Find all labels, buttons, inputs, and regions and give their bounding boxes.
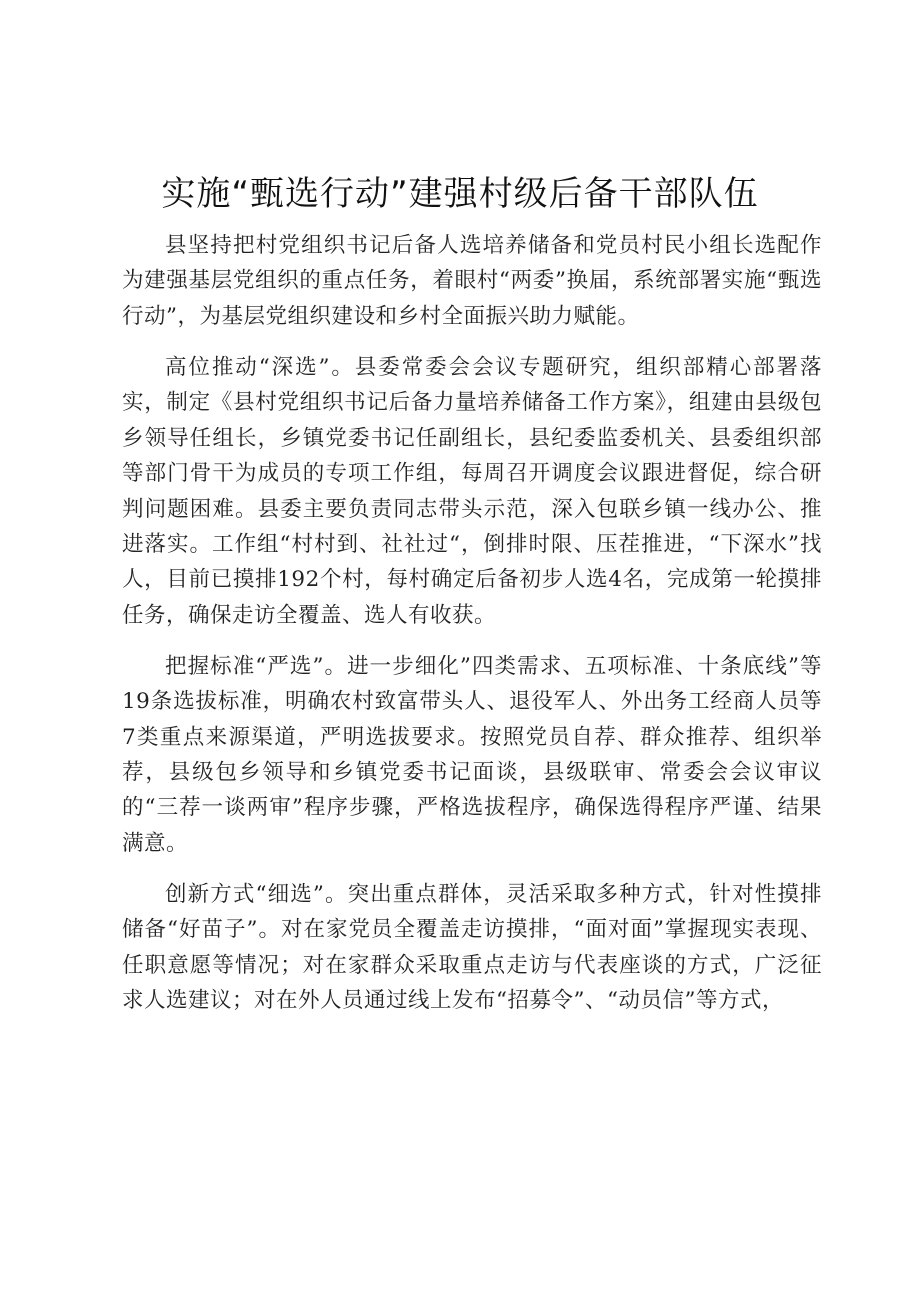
- paragraph-strict-selection: 把握标准“严选”。进一步细化”四类需求、五项标准、十条底线”等19条选拔标准，明确农村致富带头人、退役军人、外出务工经商人员等7类重点来源渠道，严明选拔要求。按照党员自荐、群众推荐、组织举荐，县级包乡领导和乡镇党委书记面谈，县级联审、常委会会议审议的“三荐一谈两审”程序步骤，严格选拔程序，确保选得程序严谨、结果满意。: [122, 653, 822, 856]
- document-title: 实施“甄选行动”建强村级后备干部队伍: [161, 174, 759, 214]
- paragraph-deep-selection: 高位推动“深选”。县委常委会会议专题研究，组织部精心部署落实，制定《县村党组织书记后备力量培养储备工作方案》，组建由县级包乡领导任组长，乡镇党委书记任副组长，县纪委监委机关、县委组织部等部门骨干为成员的专项工作组，每周召开调度会议跟进督促，综合研判问题困难。县委主要负责同志带头示范，深入包联乡镇一线办公、推进落实。工作组“村村到、社社过“，倒排时限、压茬推进，“下深水”找人，目前已摸排192个村，每村确定后备初步人选4名，完成第一轮摸排任务，确保走访全覆盖、选人有收获。: [122, 354, 822, 628]
- paragraph-intro: 县坚持把村党组织书记后备人选培养储备和党员村民小组长选配作为建强基层党组织的重点任务，着眼村“两委”换届，系统部署实施“甄选行动”，为基层党组织建设和乡村全面振兴助力赋能。: [122, 233, 822, 329]
- document-body: [122, 228, 822, 1034]
- paragraph-careful-selection: 创新方式“细选”。突出重点群体，灵活采取多种方式，针对性摸排储备“好苗子”。对在家党员全覆盖走访摸排，“面对面”掌握现实表现、任职意愿等情况；对在家群众采取重点走访与代表座谈的方式，广泛征求人选建议；对在外人员通过线上发布“招募令”、“动员信”等方式，: [122, 881, 822, 1014]
